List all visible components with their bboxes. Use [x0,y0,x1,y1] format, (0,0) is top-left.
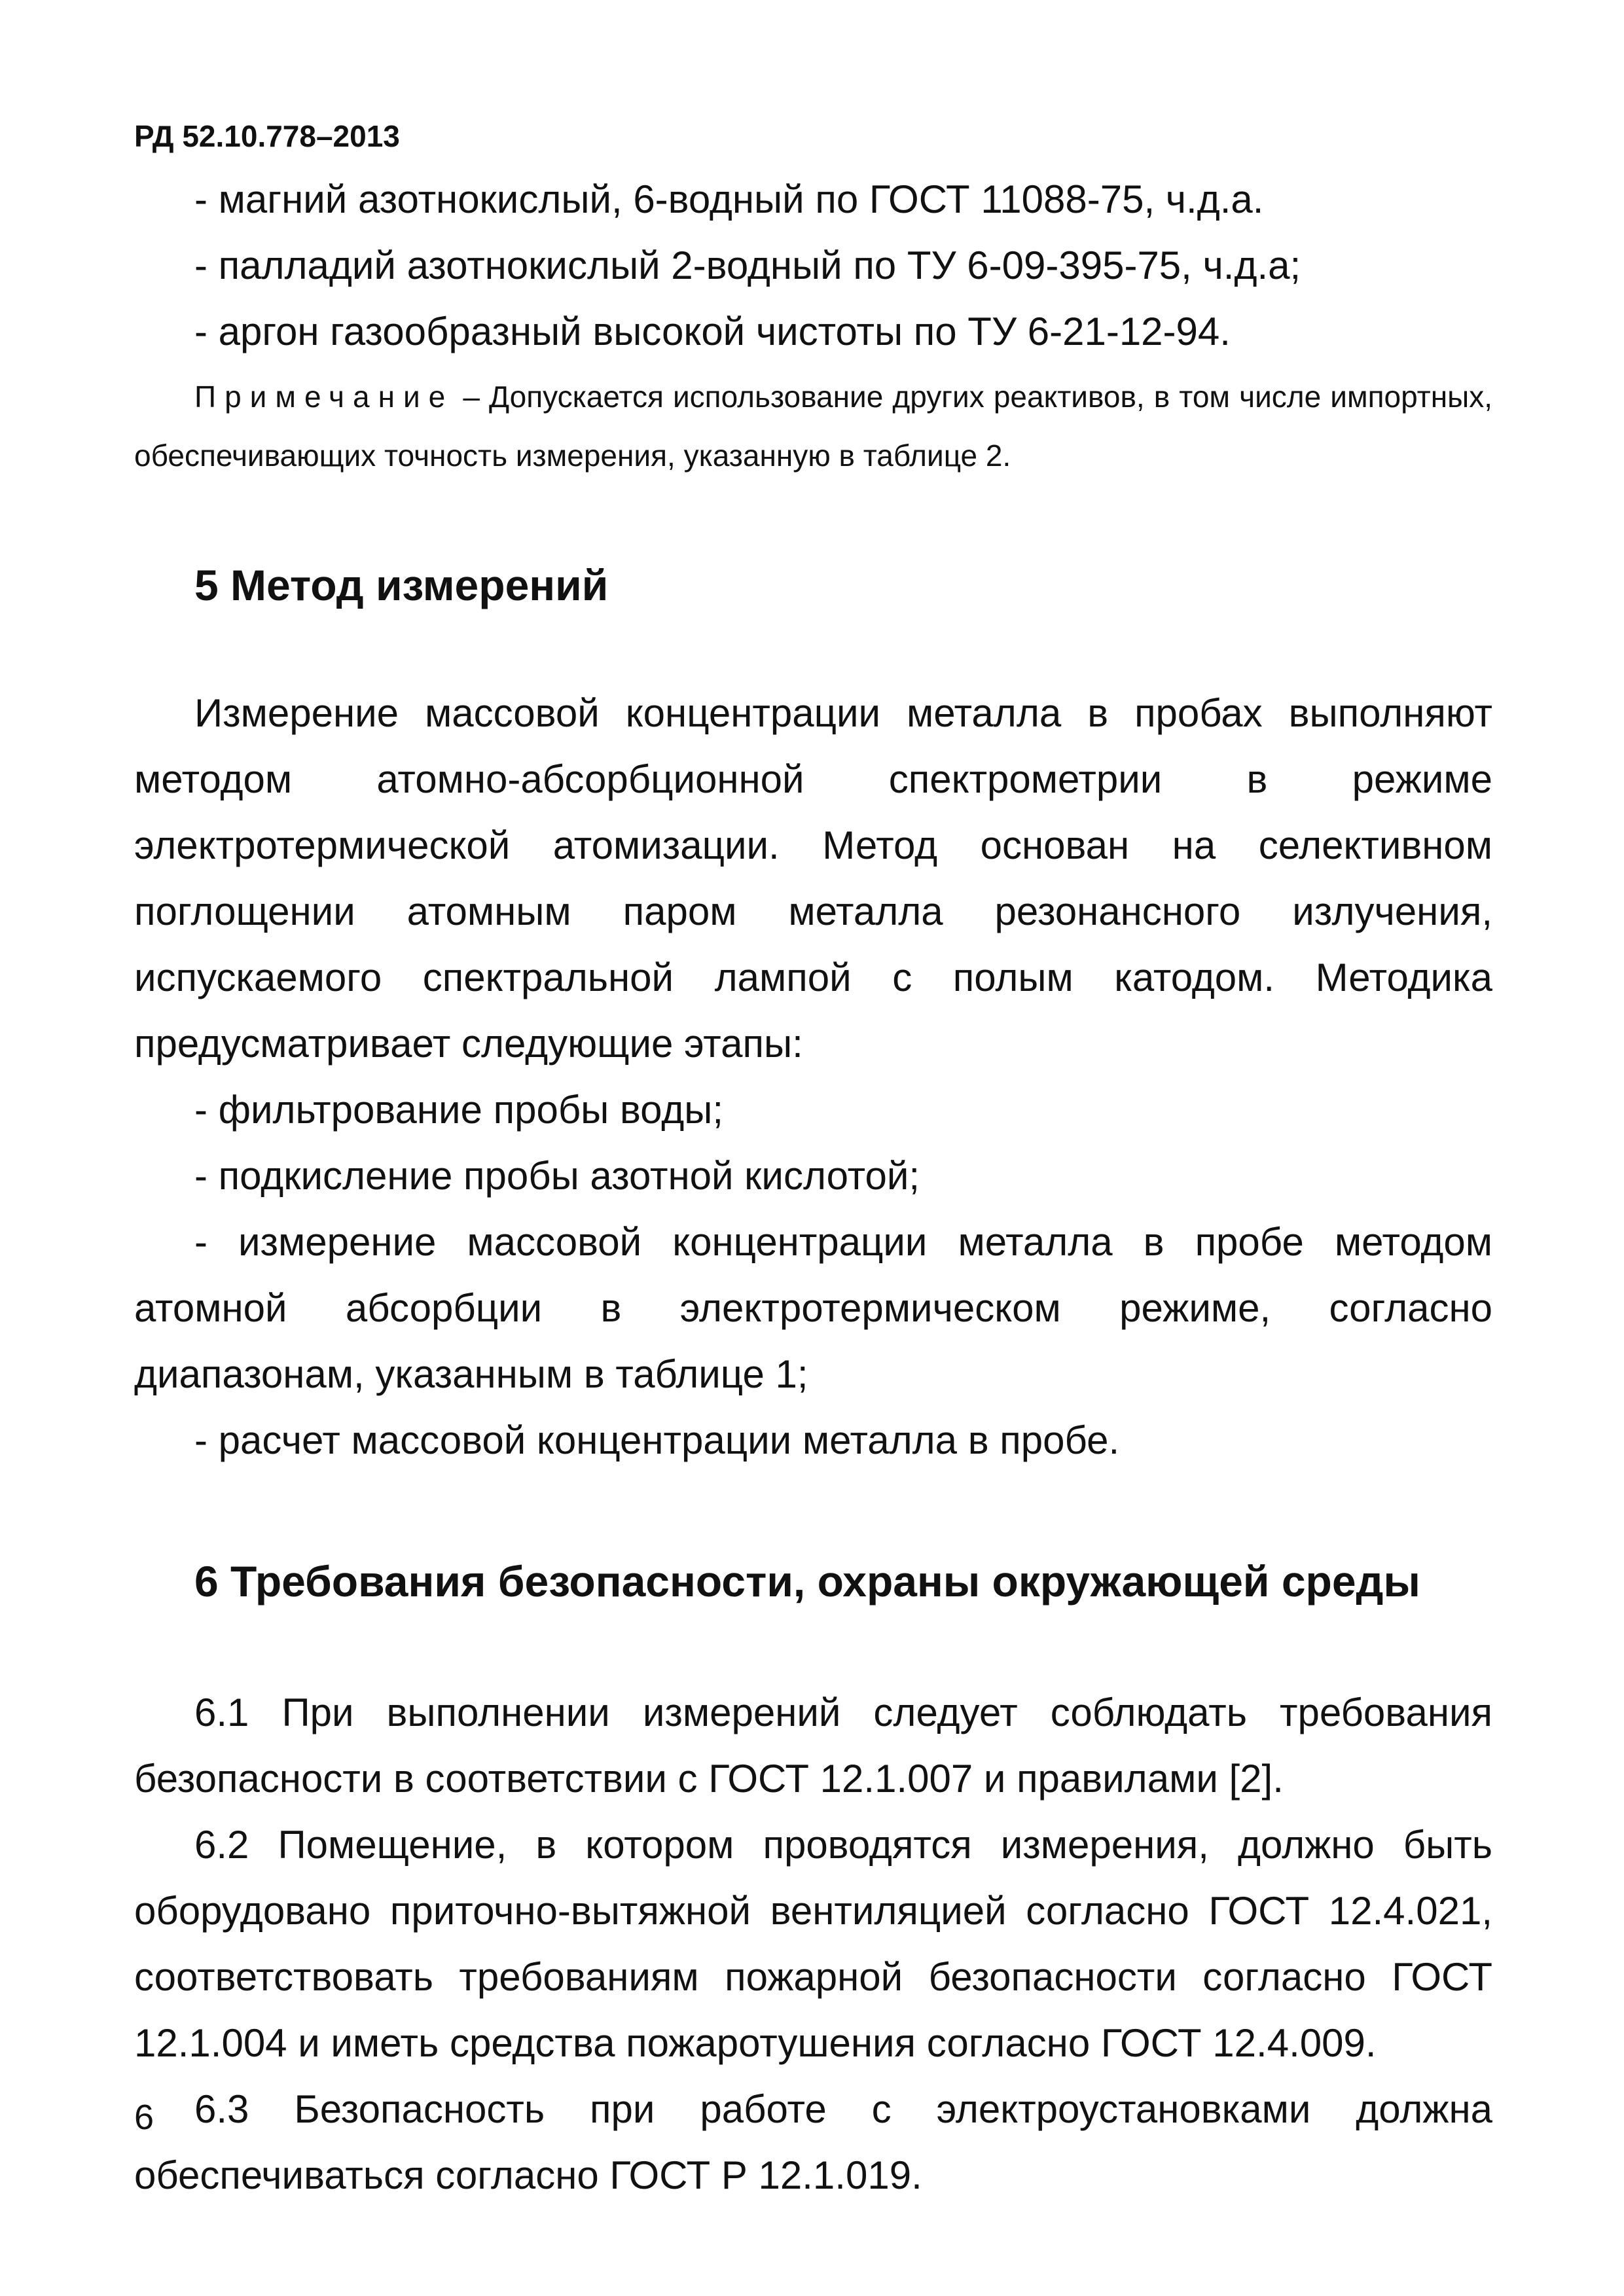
document-code: РД 52.10.778–2013 [134,119,400,153]
reagent-item: - магний азотнокислый, 6-водный по ГОСТ 11088-75, ч.д.а. [194,177,1264,221]
method-step: - подкисление пробы азотной кислотой; [194,1154,920,1198]
note-label: Примечание [194,380,454,414]
note-text: – Допускается использование других реактивов, в том числе импортных, обеспечивающих точность измерения, указанную в таблице 2. [134,380,1492,473]
note-paragraph [134,367,1492,485]
section-5-intro: Измерение массовой концентрации металла в пробах выполняют методом атомно-абсорбционной спектрометрии в режиме электротермической атомизации. Метод основан на селективном поглощении атомным паром металла резонансного излучения, испускаемого спектральной лампой с полым катодом. Методика предусматривает следующие этапы: [134,691,1492,1066]
method-step: - расчет массовой концентрации металла в пробе. [194,1418,1120,1462]
method-step: - измерение массовой концентрации металла в пробе методом атомной абсорбции в электротермическом режиме, согласно диапазонам, указанным в таблице 1; [134,1220,1492,1396]
reagent-item: - аргон газообразный высокой чистоты по ТУ 6-21-12-94. [194,310,1231,353]
safety-paragraph-6-1: 6.1 При выполнении измерений следует соблюдать требования безопасности в соответствии с ГОСТ 12.1.007 и правилами [2]. [134,1691,1492,1801]
section-5-heading: 5 Метод измерений [194,561,609,609]
section-6-heading: 6 Требования безопасности, охраны окружающей среды [194,1557,1420,1605]
safety-paragraph-6-2: 6.2 Помещение, в котором проводятся измерения, должно быть оборудовано приточно-вытяжной вентиляцией согласно ГОСТ 12.4.021, соответствовать требованиям пожарной безопасности согласно ГОСТ 12.1.004 и иметь средства пожаротушения согласно ГОСТ 12.4.009. [134,1823,1492,2065]
page-number: 6 [134,2098,154,2137]
reagent-item: - палладий азотнокислый 2-водный по ТУ 6-09-395-75, ч.д.а; [194,243,1301,287]
safety-paragraph-6-3: 6.3 Безопасность при работе с электроустановками должна обеспечиваться согласно ГОСТ Р 12.1.019. [134,2087,1492,2197]
method-step: - фильтрование пробы воды; [194,1088,724,1132]
page-content [134,166,1492,2208]
